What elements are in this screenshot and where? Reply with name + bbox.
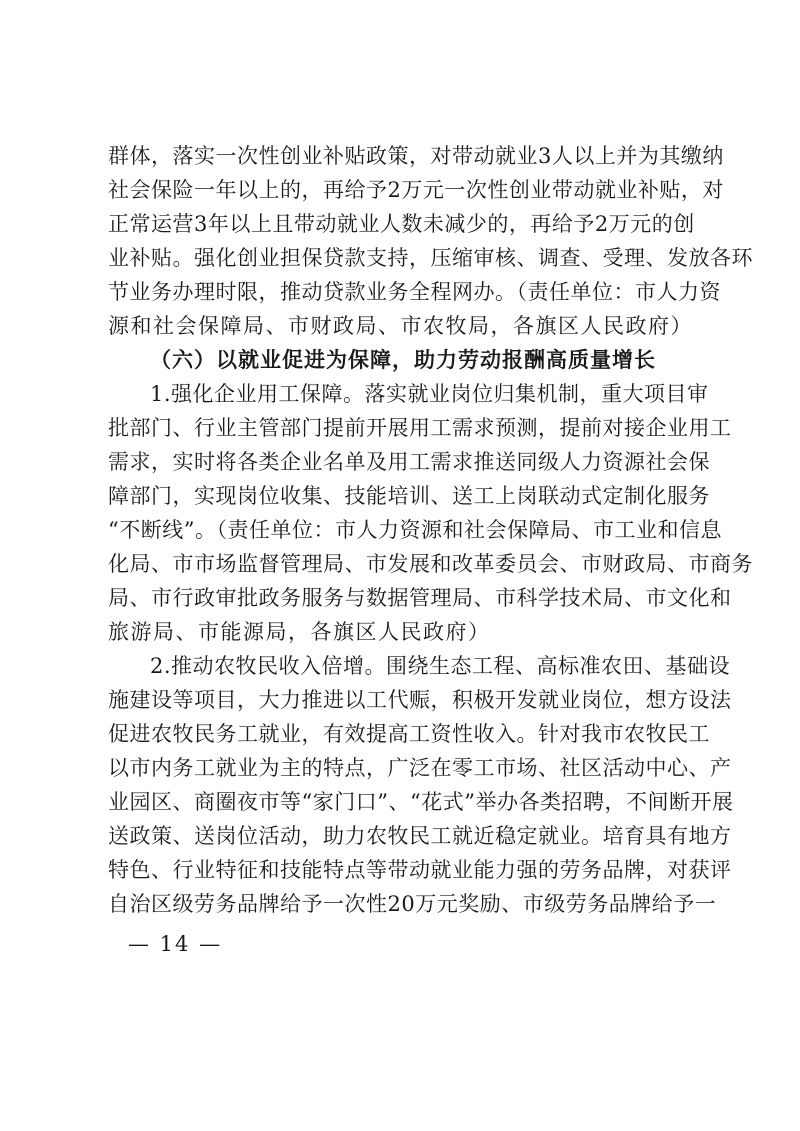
- body-text-line: 障部门，实现岗位收集、技能培训、送工上岗联动式定制化服务: [108, 484, 710, 508]
- body-text-line: 业园区、商圈夜市等“家门口”、“花式”举办各类招聘，不间断开展: [108, 790, 734, 814]
- body-text-line: 促进农牧民务工就业，有效提高工资性收入。针对我市农牧民工: [108, 722, 710, 746]
- paragraph-first-line: 1.强化企业用工保障。落实就业岗位归集机制，重大项目审: [150, 382, 709, 406]
- section-heading: （六）以就业促进为保障，助力劳动报酬高质量增长: [150, 347, 656, 372]
- body-text-line: 源和社会保障局、市财政局、市农牧局，各旗区人民政府）: [108, 314, 693, 338]
- paragraph-first-line: 2.推动农牧民收入倍增。围绕生态工程、高标准农田、基础设: [150, 654, 731, 678]
- body-text-line: “不断线”。（责任单位：市人力资源和社会保障局、市工业和信息: [108, 518, 722, 542]
- body-text-line: 社会保险一年以上的，再给予2万元一次性创业带动就业补贴，对: [108, 178, 724, 202]
- body-text-line: 局、市行政审批政务服务与数据管理局、市科学技术局、市文化和: [108, 586, 732, 610]
- body-text-line: 旅游局、市能源局，各旗区人民政府）: [108, 620, 491, 644]
- body-text-line: 以市内务工就业为主的特点，广泛在零工市场、社区活动中心、产: [108, 756, 732, 780]
- body-text-line: 化局、市市场监督管理局、市发展和改革委员会、市财政局、市商务: [108, 552, 753, 576]
- body-text-line: 自治区级劳务品牌给予一次性20万元奖励、市级劳务品牌给予一: [108, 892, 717, 916]
- body-text-line: 需求，实时将各类企业名单及用工需求推送同级人力资源社会保: [108, 450, 710, 474]
- body-text-line: 特色、行业特征和技能特点等带动就业能力强的劳务品牌，对获评: [108, 858, 732, 882]
- body-text-line: 正常运营3年以上且带动就业人数未减少的，再给予2万元的创: [108, 212, 695, 236]
- body-text-line: 群体，落实一次性创业补贴政策，对带动就业3人以上并为其缴纳: [108, 144, 724, 168]
- page-number: — 14 —: [128, 932, 223, 956]
- body-text-line: 施建设等项目，大力推进以工代赈，积极开发就业岗位，想方设法: [108, 688, 732, 712]
- body-text-line: 业补贴。强化创业担保贷款支持，压缩审核、调查、受理、发放各环: [108, 246, 753, 270]
- body-text-line: 送政策、送岗位活动，助力农牧民工就近稳定就业。培育具有地方: [108, 824, 732, 848]
- body-text-line: 批部门、行业主管部门提前开展用工需求预测，提前对接企业用工: [108, 416, 732, 440]
- body-text-line: 节业务办理时限，推动贷款业务全程网办。（责任单位：市人力资: [108, 280, 721, 304]
